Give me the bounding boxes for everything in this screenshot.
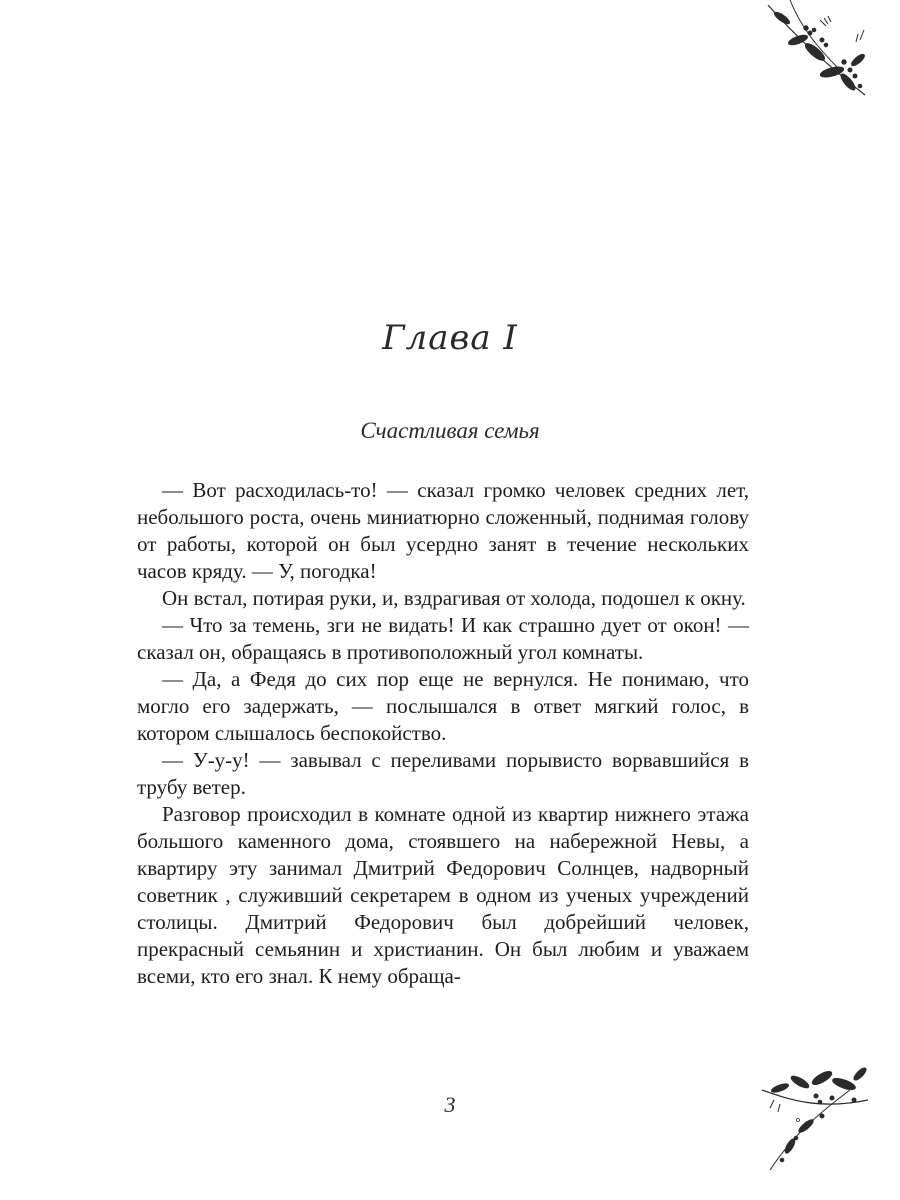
paragraph: — Вот расходилась-то! — сказал громко человек средних лет, небольшого роста, очень миниатюрно сложенный, поднимая голову от работы, которой он был усердно занят в течение нескольких часов кряду. — У, погодка! [137, 478, 749, 583]
floral-ornament-top-icon [760, 0, 870, 110]
chapter-title: Глава I [382, 318, 518, 358]
paragraph: — Что за темень, зги не видать! И как страшно дует от окон! — сказал он, обращаясь в противоположный угол комнаты. [137, 613, 749, 664]
body-text [137, 477, 749, 990]
paragraph: — Да, а Федя до сих пор еще не вернулся. Не понимаю, что могло его задержать, — послышался в ответ мягкий голос, в котором слышалось беспокойство. [137, 667, 749, 745]
page-number: 3 [444, 1092, 456, 1117]
floral-ornament-bottom-icon [760, 1060, 870, 1180]
paragraph: — У-у-у! — завывал с переливами порывисто ворвавшийся в трубу ветер. [137, 748, 749, 799]
paragraph: Разговор происходил в комнате одной из квартир нижнего этажа большого каменного дома, стоявшего на набережной Невы, а квартиру эту занимал Дмитрий Федорович Солнцев, надворный советник , служивший секретарем в одном из ученых учреждений столицы. Дмитрий Федорович был добрейший человек, прекрасный семьянин и христианин. Он был любим и уважаем всеми, кто его знал. К нему обраща- [137, 802, 749, 988]
chapter-subtitle: Счастливая семья [360, 418, 540, 443]
paragraph: Он встал, потирая руки, и, вздрагивая от холода, подошел к окну. [162, 586, 746, 610]
